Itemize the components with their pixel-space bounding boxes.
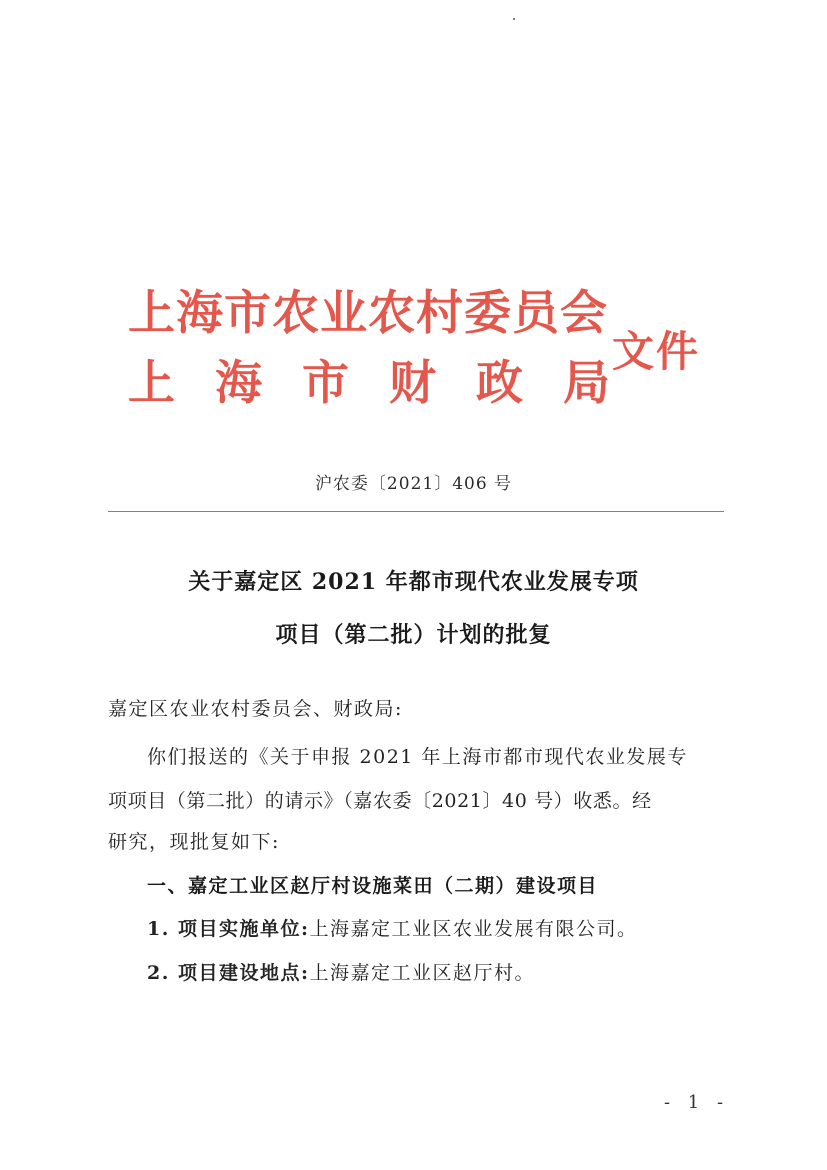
document-number: 沪农委〔2021〕406 号 <box>314 474 513 494</box>
item-label: 2. 项目建设地点: <box>147 962 310 984</box>
issuer-suffix: 文件 <box>612 327 701 376</box>
issuer-name-finance-bureau: 上海市财政局 <box>128 356 650 411</box>
red-separator-line <box>108 511 724 512</box>
list-item <box>147 914 637 941</box>
addressee: 嘉定区农业农村委员会、财政局: <box>108 698 403 720</box>
item-text: 上海嘉定工业区赵厅村。 <box>309 962 535 984</box>
paragraph-line: 你们报送的《关于申报 2021 年上海市都市现代农业发展专 <box>147 746 688 768</box>
page-number: - 1 - <box>664 1092 730 1113</box>
paragraph-line: 项项目（第二批）的请示》（嘉农委〔2021〕40 号）收悉。经 <box>108 790 652 812</box>
document-title-line-2: 项目（第二批）计划的批复 <box>275 622 552 648</box>
section-heading: 一、嘉定工业区赵厅村设施菜田（二期）建设项目 <box>147 875 599 897</box>
paragraph-line: 研究，现批复如下: <box>108 831 280 853</box>
list-item <box>147 958 535 985</box>
item-text: 上海嘉定工业区农业发展有限公司。 <box>309 918 638 940</box>
item-label: 1. 项目实施单位: <box>147 918 310 940</box>
issuer-name-agriculture-committee: 上海市农业农村委员会 <box>128 286 608 341</box>
document-title-line-1: 关于嘉定区 2021 年都市现代农业发展专项 <box>188 569 639 595</box>
scan-speck <box>513 18 515 20</box>
